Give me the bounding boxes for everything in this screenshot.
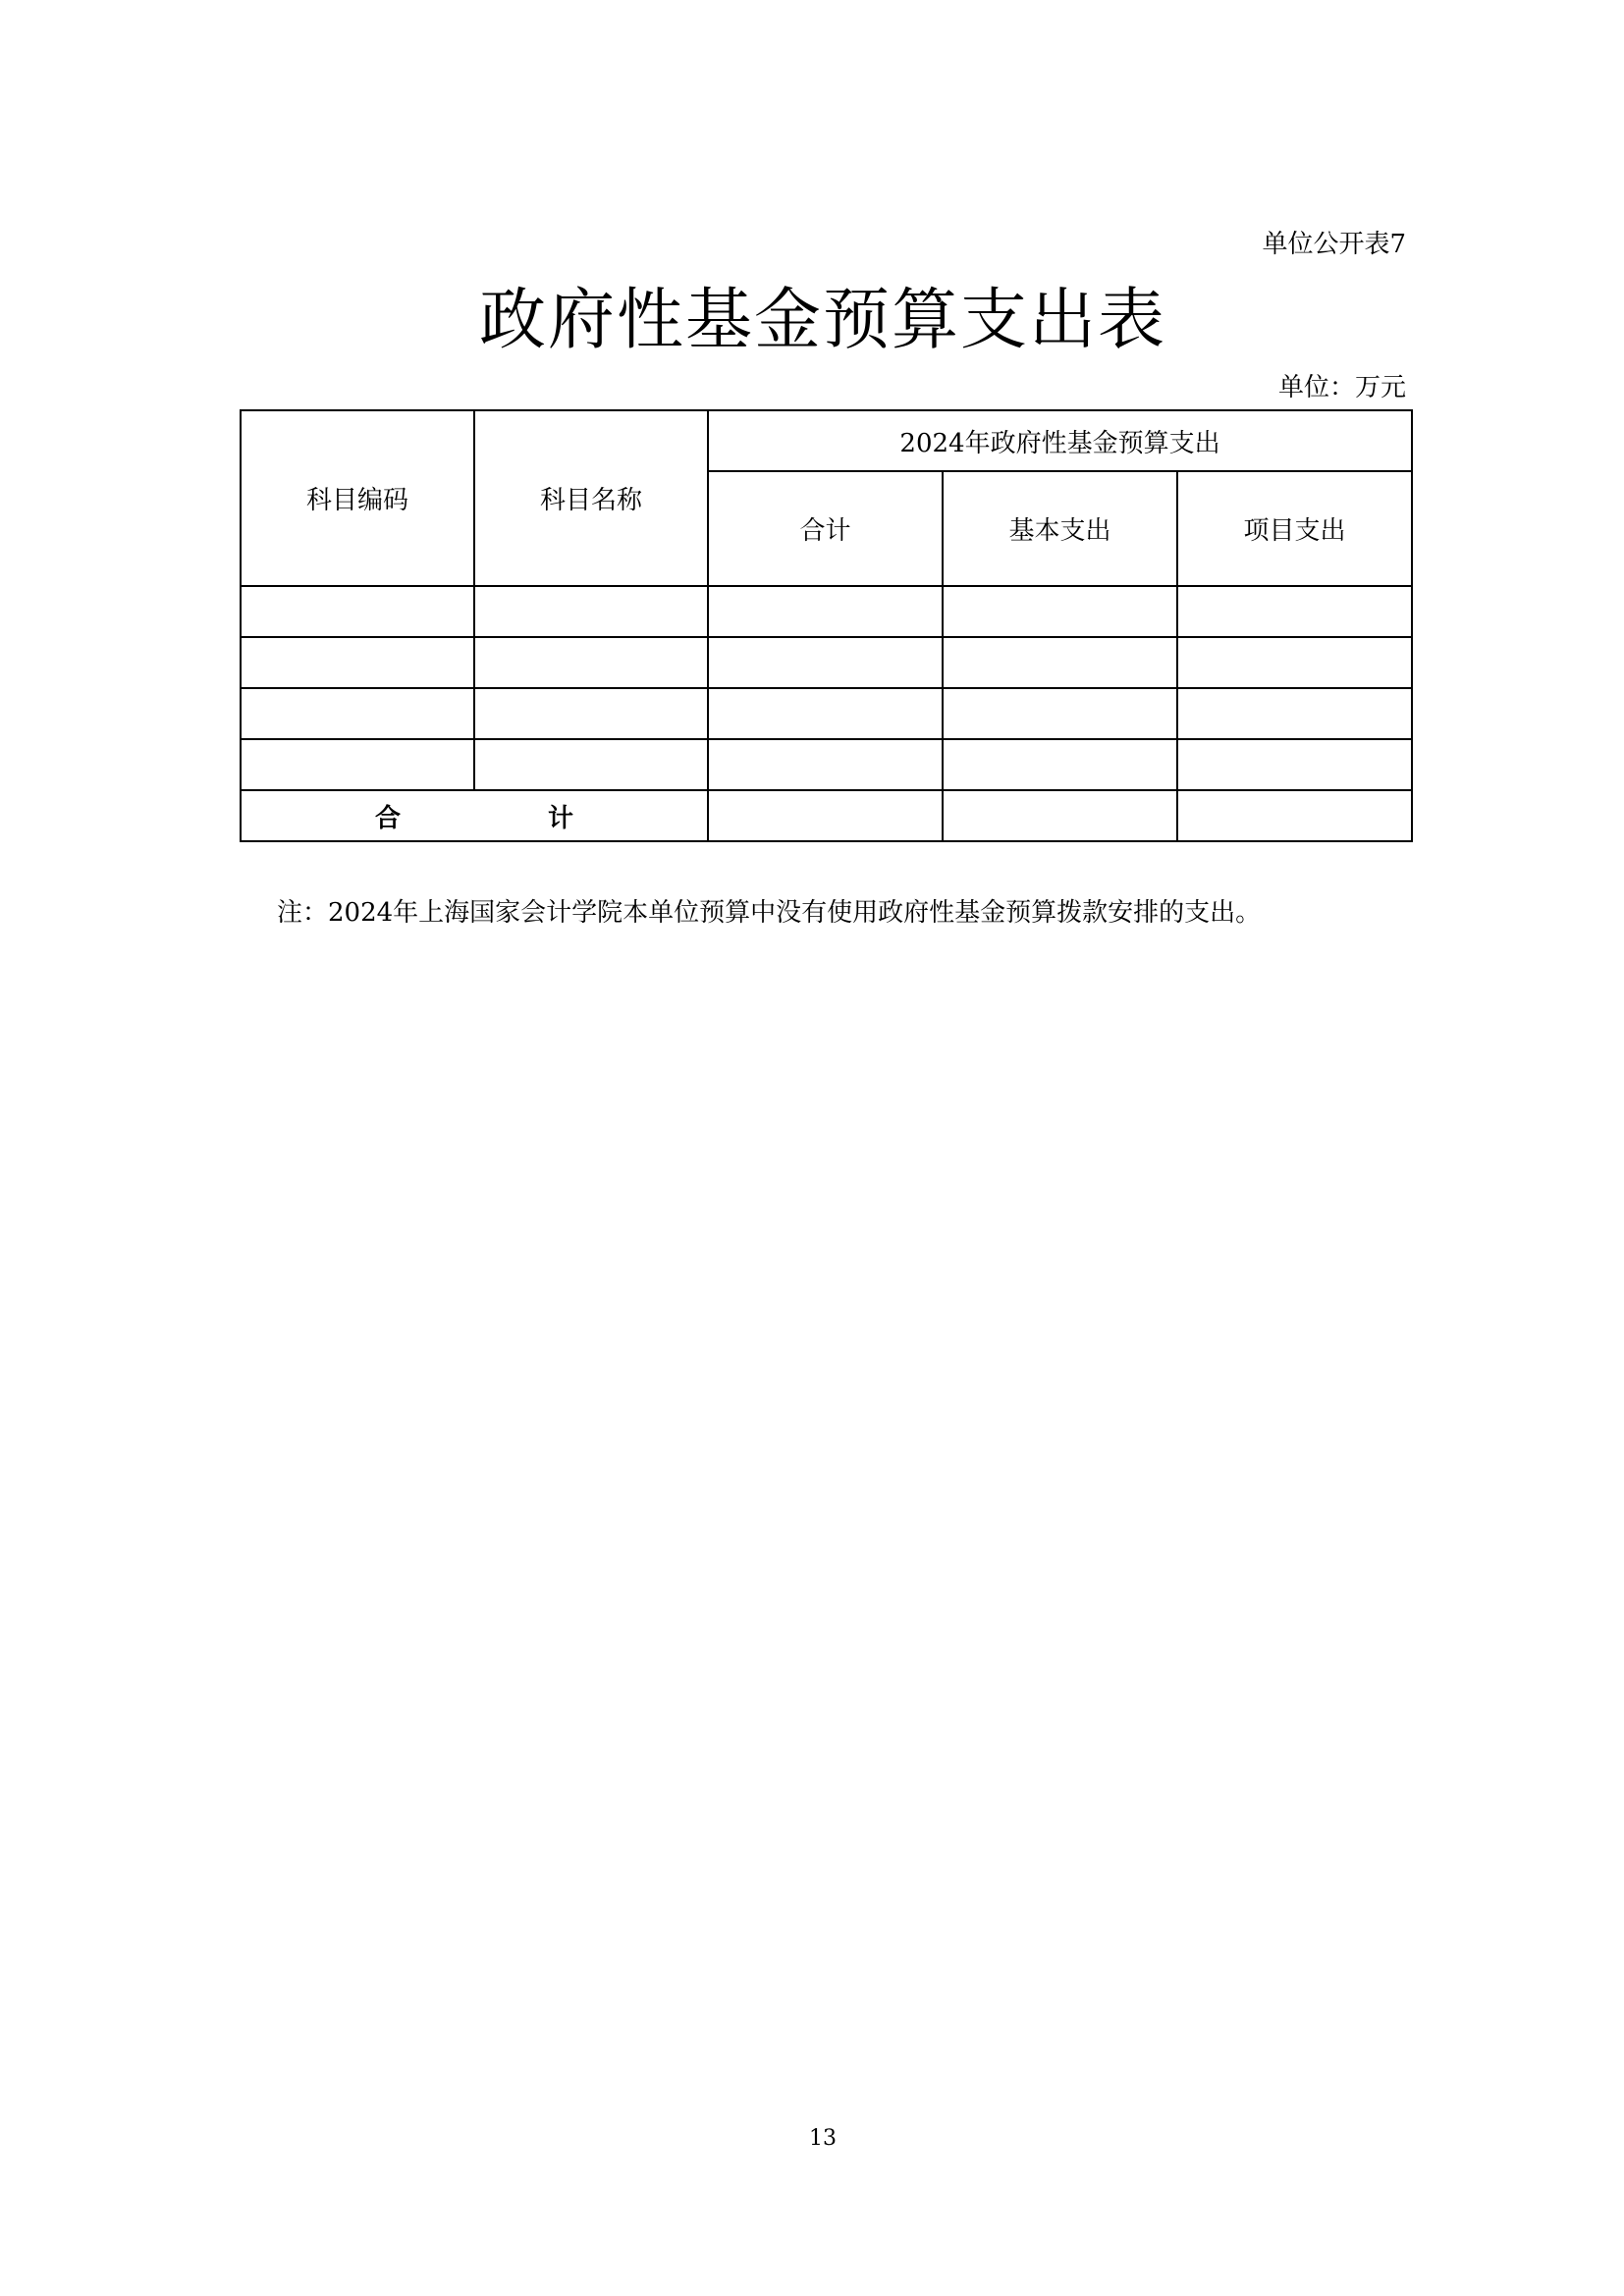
table-row bbox=[241, 688, 1412, 739]
total-cell-basic bbox=[943, 790, 1177, 841]
page-number: 13 bbox=[809, 2126, 837, 2151]
cell-total bbox=[708, 739, 943, 790]
header-expenditure-group: 2024年政府性基金预算支出 bbox=[708, 410, 1412, 471]
cell-name bbox=[474, 739, 708, 790]
header-row-top bbox=[241, 410, 1412, 471]
header-subject-name: 科目名称 bbox=[474, 410, 708, 586]
cell-name bbox=[474, 688, 708, 739]
cell-project bbox=[1177, 688, 1412, 739]
note-text: 注：2024年上海国家会计学院本单位预算中没有使用政府性基金预算拨款安排的支出。 bbox=[277, 898, 1262, 928]
cell-basic bbox=[943, 739, 1177, 790]
cell-code bbox=[241, 739, 474, 790]
cell-project bbox=[1177, 586, 1412, 637]
cell-total bbox=[708, 586, 943, 637]
cell-basic bbox=[943, 688, 1177, 739]
cell-code bbox=[241, 586, 474, 637]
cell-total bbox=[708, 637, 943, 688]
total-row bbox=[241, 790, 1412, 841]
table-row bbox=[241, 739, 1412, 790]
table-row bbox=[241, 637, 1412, 688]
cell-name bbox=[474, 586, 708, 637]
page-title: 政府性基金预算支出表 bbox=[478, 282, 1166, 359]
total-cell-project bbox=[1177, 790, 1412, 841]
cell-code bbox=[241, 688, 474, 739]
header-basic-expenditure: 基本支出 bbox=[943, 471, 1177, 586]
cell-basic bbox=[943, 586, 1177, 637]
header-project-expenditure: 项目支出 bbox=[1177, 471, 1412, 586]
total-label-cell bbox=[241, 790, 708, 841]
cell-total bbox=[708, 688, 943, 739]
total-label-part2: 计 bbox=[548, 803, 574, 833]
budget-table bbox=[240, 409, 1413, 842]
total-cell-total bbox=[708, 790, 943, 841]
total-label-part1: 合 bbox=[374, 803, 401, 833]
cell-basic bbox=[943, 637, 1177, 688]
cell-name bbox=[474, 637, 708, 688]
header-total: 合计 bbox=[708, 471, 943, 586]
cell-project bbox=[1177, 637, 1412, 688]
table-row bbox=[241, 586, 1412, 637]
cell-code bbox=[241, 637, 474, 688]
table-code-label: 单位公开表7 bbox=[1262, 230, 1406, 259]
cell-project bbox=[1177, 739, 1412, 790]
unit-label: 单位：万元 bbox=[1277, 373, 1406, 402]
header-subject-code: 科目编码 bbox=[241, 410, 474, 586]
